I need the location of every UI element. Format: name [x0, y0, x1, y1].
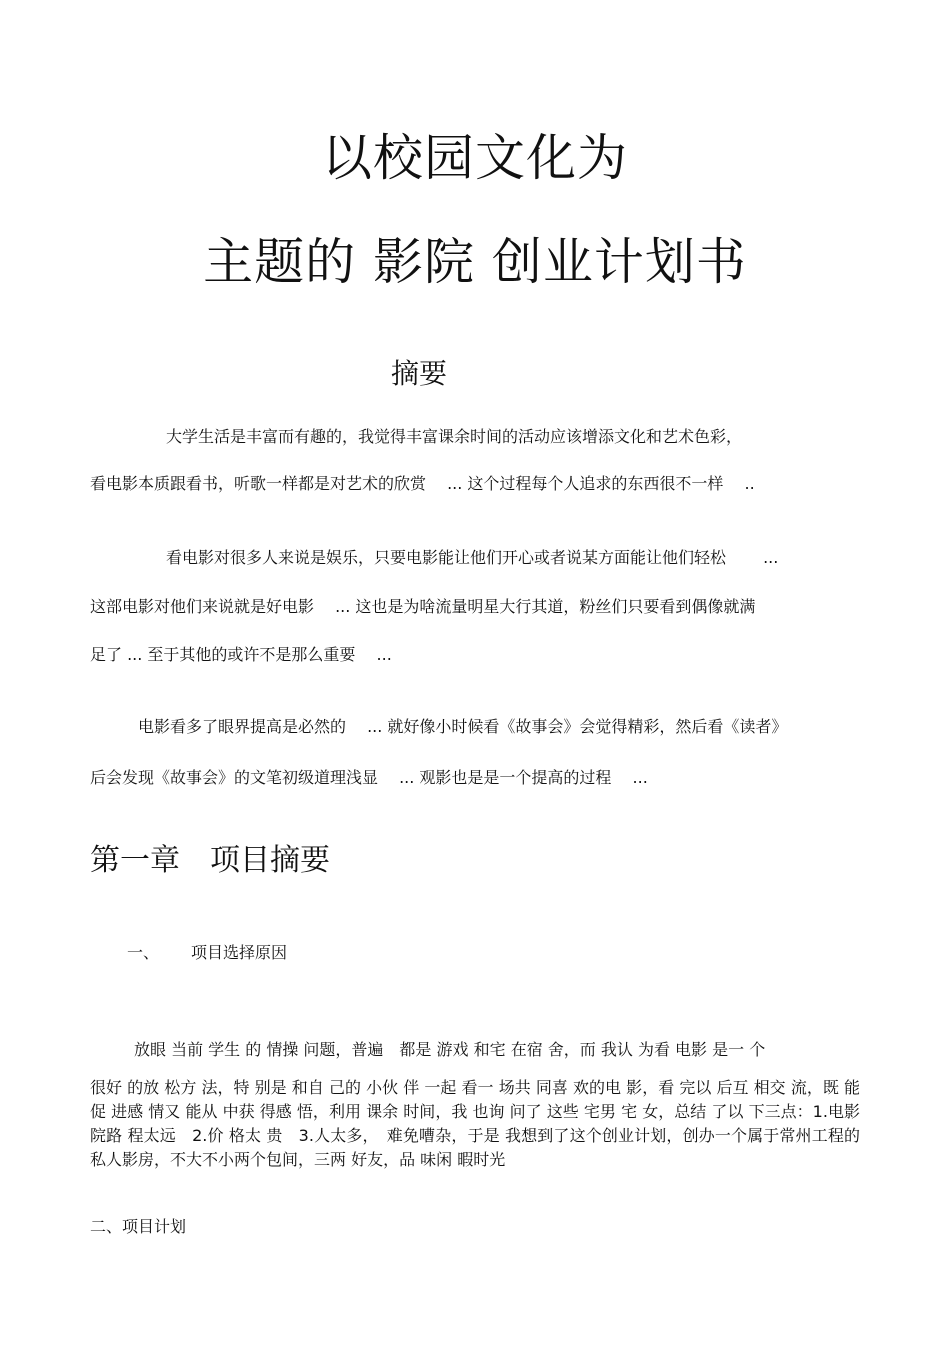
section-1-number: 一、 [127, 943, 160, 962]
document-title-line-1: 以校园文化为 [322, 129, 628, 187]
section-1-paragraph-first-line: 放眼 当前 学生 的 情操 问题，普遍 都是 游戏 和宅 在宿 舍，而 我认 为看 电影 是一 个 [134, 1040, 766, 1059]
document-title-line-2: 主题的 影院 创业计划书 [203, 233, 747, 291]
abstract-p1-line-1: 大学生活是丰富而有趣的，我觉得丰富课余时间的活动应该增添文化和艺术色彩， [166, 427, 743, 446]
abstract-p2-line-3: 足了 ... 至于其他的或许不是那么重要 ... [90, 645, 392, 664]
section-2-heading: 二、项目计划 [90, 1217, 187, 1236]
abstract-heading: 摘要 [391, 357, 448, 390]
abstract-p3-line-1: 电影看多了眼界提高是必然的 ... 就好像小时候看《故事会》会觉得精彩，然后看《读者》 [138, 717, 788, 736]
abstract-p1-line-2: 看电影本质跟看书，听歌一样都是对艺术的欣赏 ... 这个过程每个人追求的东西很不一样 .. [90, 474, 755, 493]
abstract-p2-line-2: 这部电影对他们来说就是好电影 ... 这也是为啥流量明星大行其道，粉丝们只要看到偶像就满 [90, 597, 756, 616]
chapter-heading: 第一章 项目摘要 [90, 843, 330, 878]
abstract-p2-line-1: 看电影对很多人来说是娱乐，只要电影能让他们开心或者说某方面能让他们轻松 ... [166, 548, 779, 567]
abstract-p3-line-2: 后会发现《故事会》的文笔初级道理浅显 ... 观影也是是一个提高的过程 ... [90, 768, 648, 787]
section-1-paragraph-body: 很好 的放 松方 法，特 别是 和自 己的 小伙 伴 一起 看一 场共 同喜 欢的电 影，看 完以 后互 相交 流，既 能促 进感 情又 能从 中获 得感 悟，利用 课余 时间，我 也询 问了 这些 宅男 宅 女，总结 了以 下三点：1.电影院路 程太远 2.价 格太 贵 3.人太多， 难免嘈杂，于是 我想到了这个创业计划，创办一个属于常州工程的私人影房，不大不小两个包间，三两 好友，品 味闲 暇时光 [90, 1078, 860, 1169]
section-1-title: 项目选择原因 [191, 943, 288, 962]
